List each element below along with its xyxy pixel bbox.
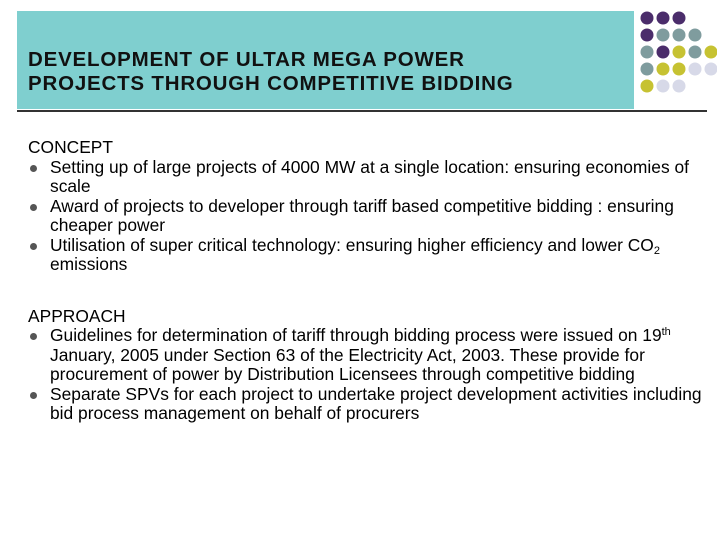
approach-list bbox=[28, 326, 718, 424]
title-divider bbox=[17, 110, 707, 112]
list-item bbox=[28, 326, 718, 385]
bullet-icon bbox=[30, 243, 37, 250]
concept-item-text: Utilisation of super critical technology: ensuring higher efficiency and lower $CO_2$ emissions bbox=[50, 234, 660, 274]
superscript: th bbox=[661, 326, 671, 338]
decorative-dot-grid bbox=[637, 8, 717, 98]
approach-heading: APPROACH bbox=[28, 305, 126, 326]
bullet-icon bbox=[30, 165, 37, 172]
concept-heading: CONCEPT bbox=[28, 137, 114, 157]
slide-title-line2: PROJECTS THROUGH COMPETITIVE BIDDING bbox=[28, 72, 514, 95]
list-item bbox=[28, 236, 718, 275]
approach-item-text: Separate SPVs for each project to undertake project development activities including bid process management on behalf of procurers bbox=[50, 383, 702, 423]
slide-title-line1: DEVELOPMENT OF ULTAR MEGA POWER bbox=[28, 48, 465, 71]
subscript: 2 bbox=[653, 244, 660, 257]
concept-list bbox=[28, 158, 718, 275]
approach-item-text: Guidelines for determination of tariff through bidding process were issued on 19th January, 2005 under Section 63 of the Electricity Act, 2003. These provide for procurement of power by Distribution Licensees through competitive bidding bbox=[50, 325, 671, 384]
list-item bbox=[28, 385, 718, 424]
slide-body bbox=[28, 138, 718, 424]
bullet-icon bbox=[30, 204, 37, 211]
bullet-icon bbox=[30, 392, 37, 399]
list-item bbox=[28, 197, 718, 236]
concept-item-text: Setting up of large projects of 4000 MW at a single location: ensuring economies of scale bbox=[50, 156, 689, 196]
slide-title bbox=[28, 48, 638, 96]
list-item bbox=[28, 158, 718, 197]
concept-item-text: Award of projects to developer through tariff based competitive bidding : ensuring cheaper power bbox=[50, 195, 674, 235]
bullet-icon bbox=[30, 333, 37, 340]
